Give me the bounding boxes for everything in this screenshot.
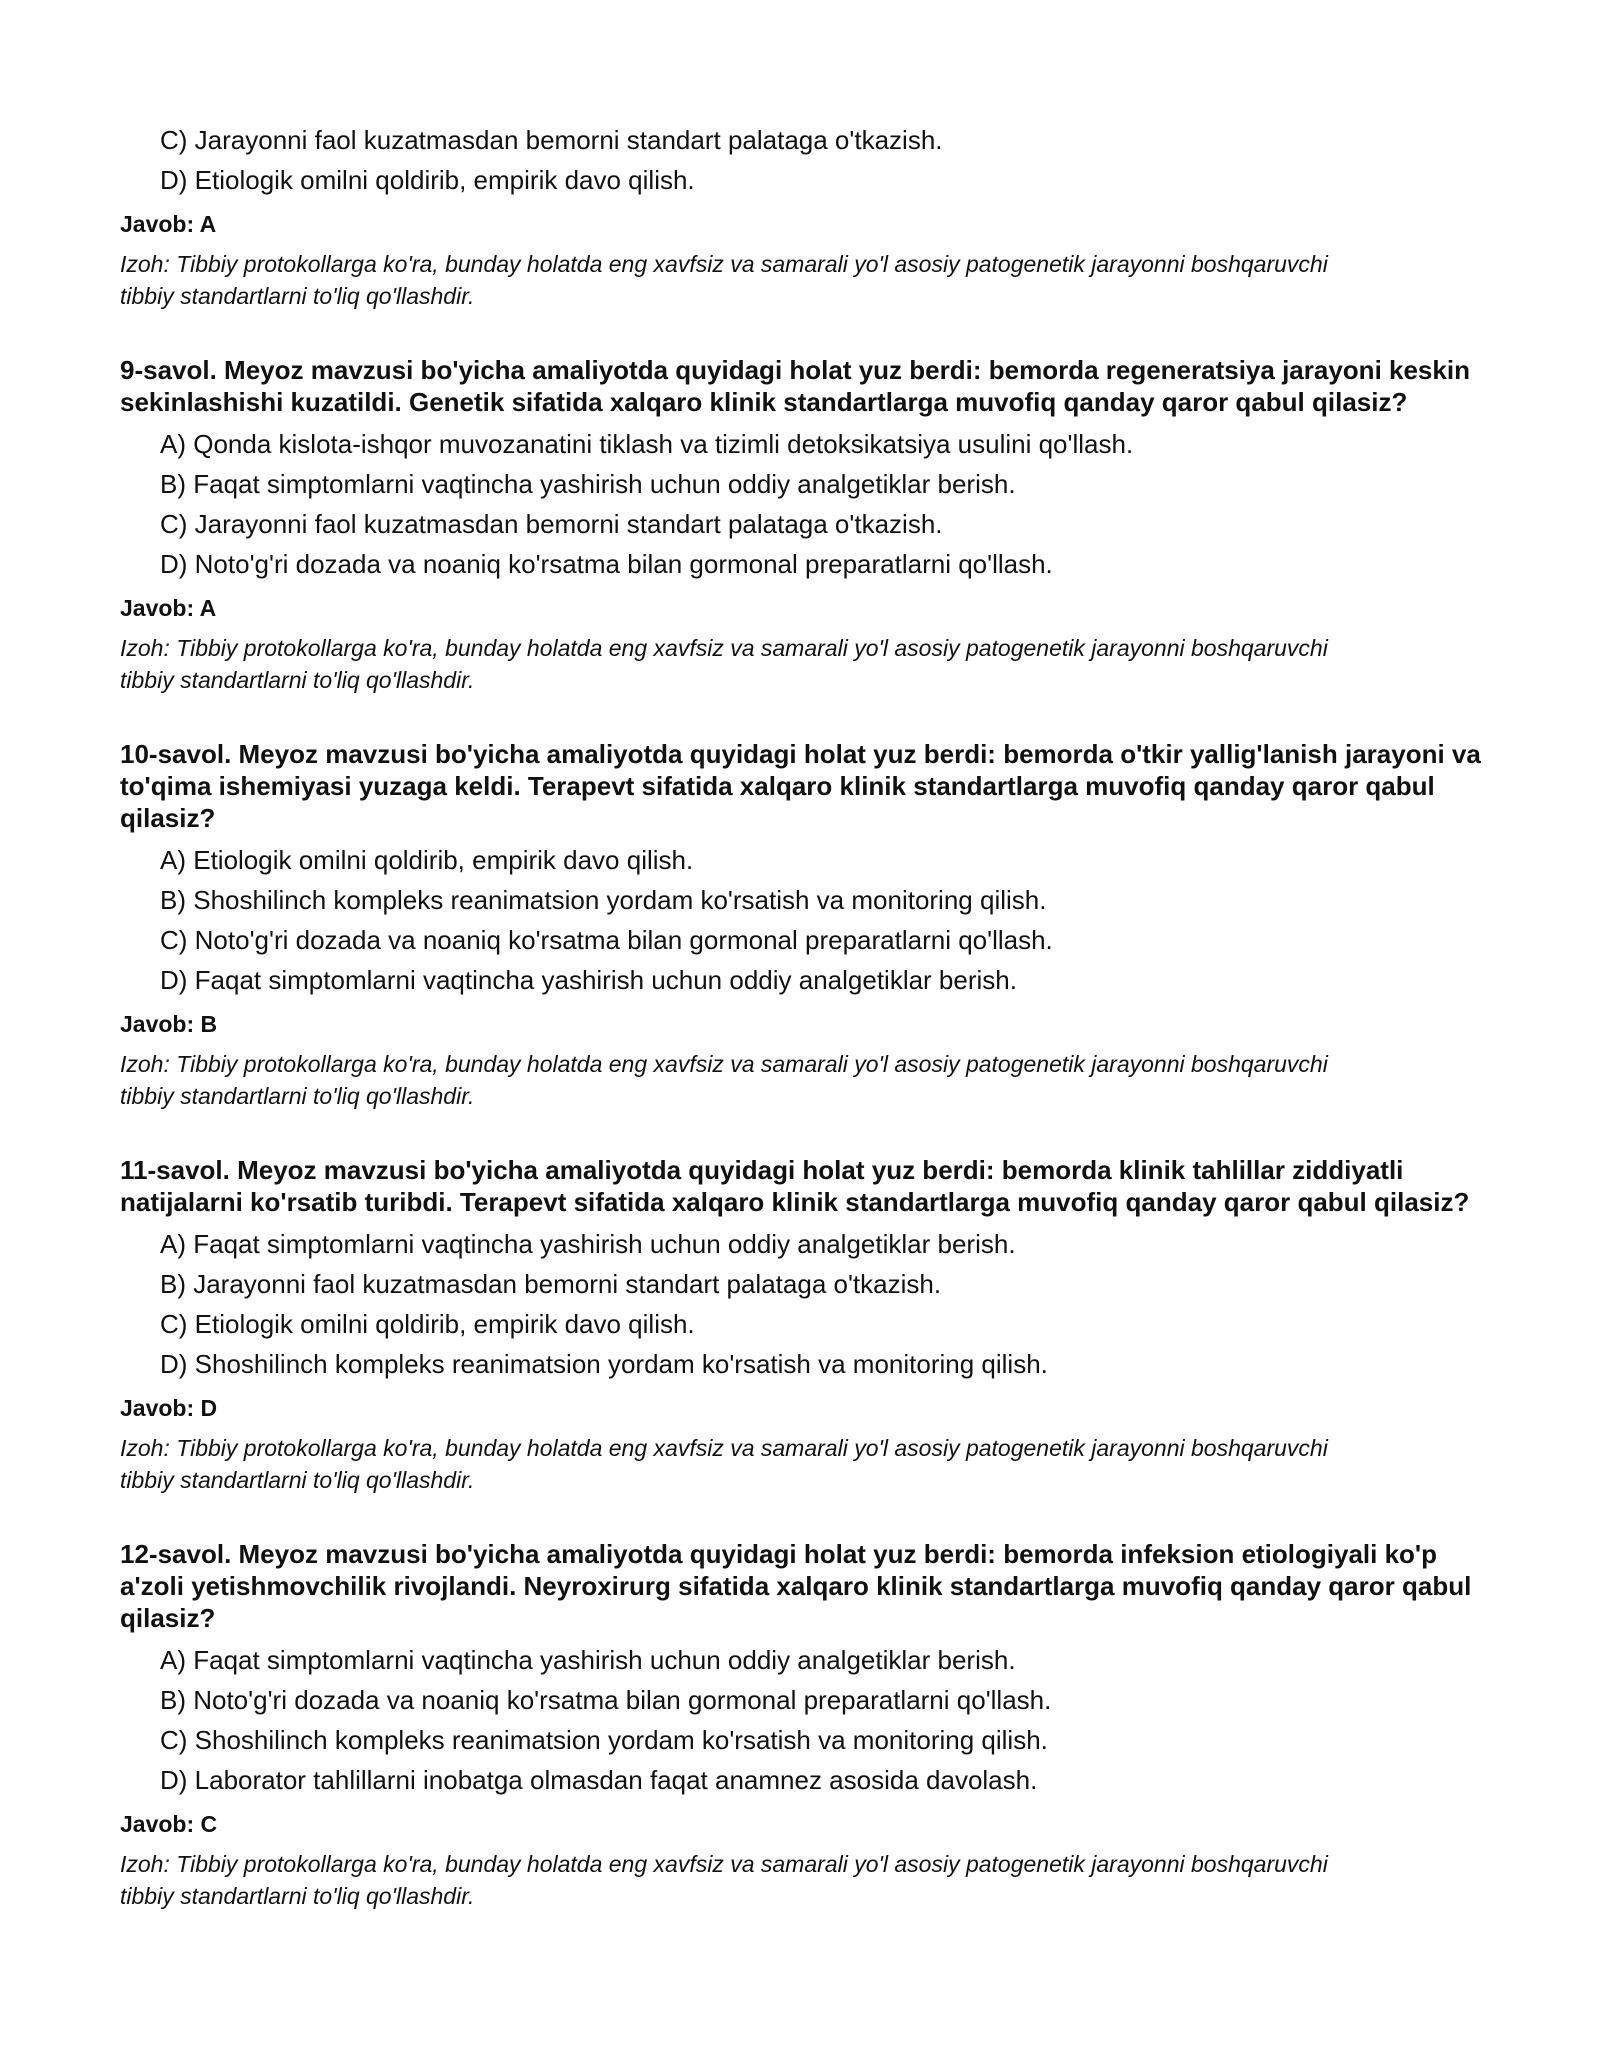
option-b: B) Shoshilinch kompleks reanimatsion yordam ko'rsatish va monitoring qilish. bbox=[160, 885, 1047, 915]
option-a: A) Faqat simptomlarni vaqtincha yashirish uchun oddiy analgetiklar berish. bbox=[160, 1229, 1016, 1259]
answer-label: Javob: C bbox=[120, 1811, 218, 1837]
explanation-text: Izoh: Tibbiy protokollarga ko'ra, bunday holatda eng xavfsiz va samarali yo'l asosiy patogenetik jarayonni boshqaruvchi tibbiy standartlarni to'liq qo'llashdir. bbox=[120, 251, 1328, 309]
option-c: C) Shoshilinch kompleks reanimatsion yordam ko'rsatish va monitoring qilish. bbox=[160, 1725, 1048, 1755]
document-page bbox=[120, 120, 1500, 1912]
explanation-text: Izoh: Tibbiy protokollarga ko'ra, bunday holatda eng xavfsiz va samarali yo'l asosiy patogenetik jarayonni boshqaruvchi tibbiy standartlarni to'liq qo'llashdir. bbox=[120, 635, 1328, 693]
option-c: C) Etiologik omilni qoldirib, empirik davo qilish. bbox=[160, 1309, 695, 1339]
question-11 bbox=[120, 1154, 1500, 1496]
option-b: B) Noto'g'ri dozada va noaniq ko'rsatma bilan gormonal preparatlarni qo'llash. bbox=[160, 1685, 1052, 1715]
answer-label: Javob: D bbox=[120, 1395, 218, 1421]
question-9 bbox=[120, 354, 1500, 696]
answer-label: Javob: B bbox=[120, 1011, 218, 1037]
option-c: C) Noto'g'ri dozada va noaniq ko'rsatma bilan gormonal preparatlarni qo'llash. bbox=[160, 925, 1053, 955]
option-b: B) Jarayonni faol kuzatmasdan bemorni standart palataga o'tkazish. bbox=[160, 1269, 942, 1299]
question-text: 12-savol. Meyoz mavzusi bo'yicha amaliyotda quyidagi holat yuz berdi: bemorda infeksion etiologiyali ko'p a'zoli yetishmovchilik rivojlandi. Neyroxirurg sifatida xalqaro klinik standartlarga muvofiq qanday qaror qabul qilasiz? bbox=[120, 1539, 1472, 1633]
option-a: A) Faqat simptomlarni vaqtincha yashirish uchun oddiy analgetiklar berish. bbox=[160, 1645, 1016, 1675]
option-a: A) Etiologik omilni qoldirib, empirik davo qilish. bbox=[160, 845, 694, 875]
option-d: D) Etiologik omilni qoldirib, empirik davo qilish. bbox=[160, 165, 695, 195]
answer-label: Javob: A bbox=[120, 211, 217, 237]
answer-label: Javob: A bbox=[120, 595, 217, 621]
option-b: B) Faqat simptomlarni vaqtincha yashirish uchun oddiy analgetiklar berish. bbox=[160, 469, 1016, 499]
question-text: 11-savol. Meyoz mavzusi bo'yicha amaliyotda quyidagi holat yuz berdi: bemorda klinik tahlillar ziddiyatli natijalarni ko'rsatib turibdi. Terapevt sifatida xalqaro klinik standartlarga muvofiq qanday qaror qabul qilasiz? bbox=[120, 1155, 1470, 1217]
option-d: D) Laborator tahlillarni inobatga olmasdan faqat anamnez asosida davolash. bbox=[160, 1765, 1038, 1795]
explanation-text: Izoh: Tibbiy protokollarga ko'ra, bunday holatda eng xavfsiz va samarali yo'l asosiy patogenetik jarayonni boshqaruvchi tibbiy standartlarni to'liq qo'llashdir. bbox=[120, 1851, 1328, 1909]
explanation-text: Izoh: Tibbiy protokollarga ko'ra, bunday holatda eng xavfsiz va samarali yo'l asosiy patogenetik jarayonni boshqaruvchi tibbiy standartlarni to'liq qo'llashdir. bbox=[120, 1051, 1328, 1109]
option-a: A) Qonda kislota-ishqor muvozanatini tiklash va tizimli detoksikatsiya usulini qo'llash. bbox=[160, 429, 1134, 459]
explanation-text: Izoh: Tibbiy protokollarga ko'ra, bunday holatda eng xavfsiz va samarali yo'l asosiy patogenetik jarayonni boshqaruvchi tibbiy standartlarni to'liq qo'llashdir. bbox=[120, 1435, 1328, 1493]
question-text: 10-savol. Meyoz mavzusi bo'yicha amaliyotda quyidagi holat yuz berdi: bemorda o'tkir yallig'lanish jarayoni va to'qima ishemiyasi yuzaga keldi. Terapevt sifatida xalqaro klinik standartlarga muvofiq qanday qaror qabul qilasiz? bbox=[120, 739, 1481, 833]
question-text: 9-savol. Meyoz mavzusi bo'yicha amaliyotda quyidagi holat yuz berdi: bemorda regeneratsiya jarayoni keskin sekinlashishi kuzatildi. Genetik sifatida xalqaro klinik standartlarga muvofiq qanday qaror qabul qilasiz? bbox=[120, 355, 1470, 417]
option-c: C) Jarayonni faol kuzatmasdan bemorni standart palataga o'tkazish. bbox=[160, 509, 943, 539]
previous-question-tail bbox=[120, 120, 1500, 312]
question-12 bbox=[120, 1538, 1500, 1912]
option-d: D) Shoshilinch kompleks reanimatsion yordam ko'rsatish va monitoring qilish. bbox=[160, 1349, 1048, 1379]
option-d: D) Noto'g'ri dozada va noaniq ko'rsatma bilan gormonal preparatlarni qo'llash. bbox=[160, 549, 1053, 579]
question-10 bbox=[120, 738, 1500, 1112]
option-c: C) Jarayonni faol kuzatmasdan bemorni standart palataga o'tkazish. bbox=[160, 125, 943, 155]
option-d: D) Faqat simptomlarni vaqtincha yashirish uchun oddiy analgetiklar berish. bbox=[160, 965, 1017, 995]
